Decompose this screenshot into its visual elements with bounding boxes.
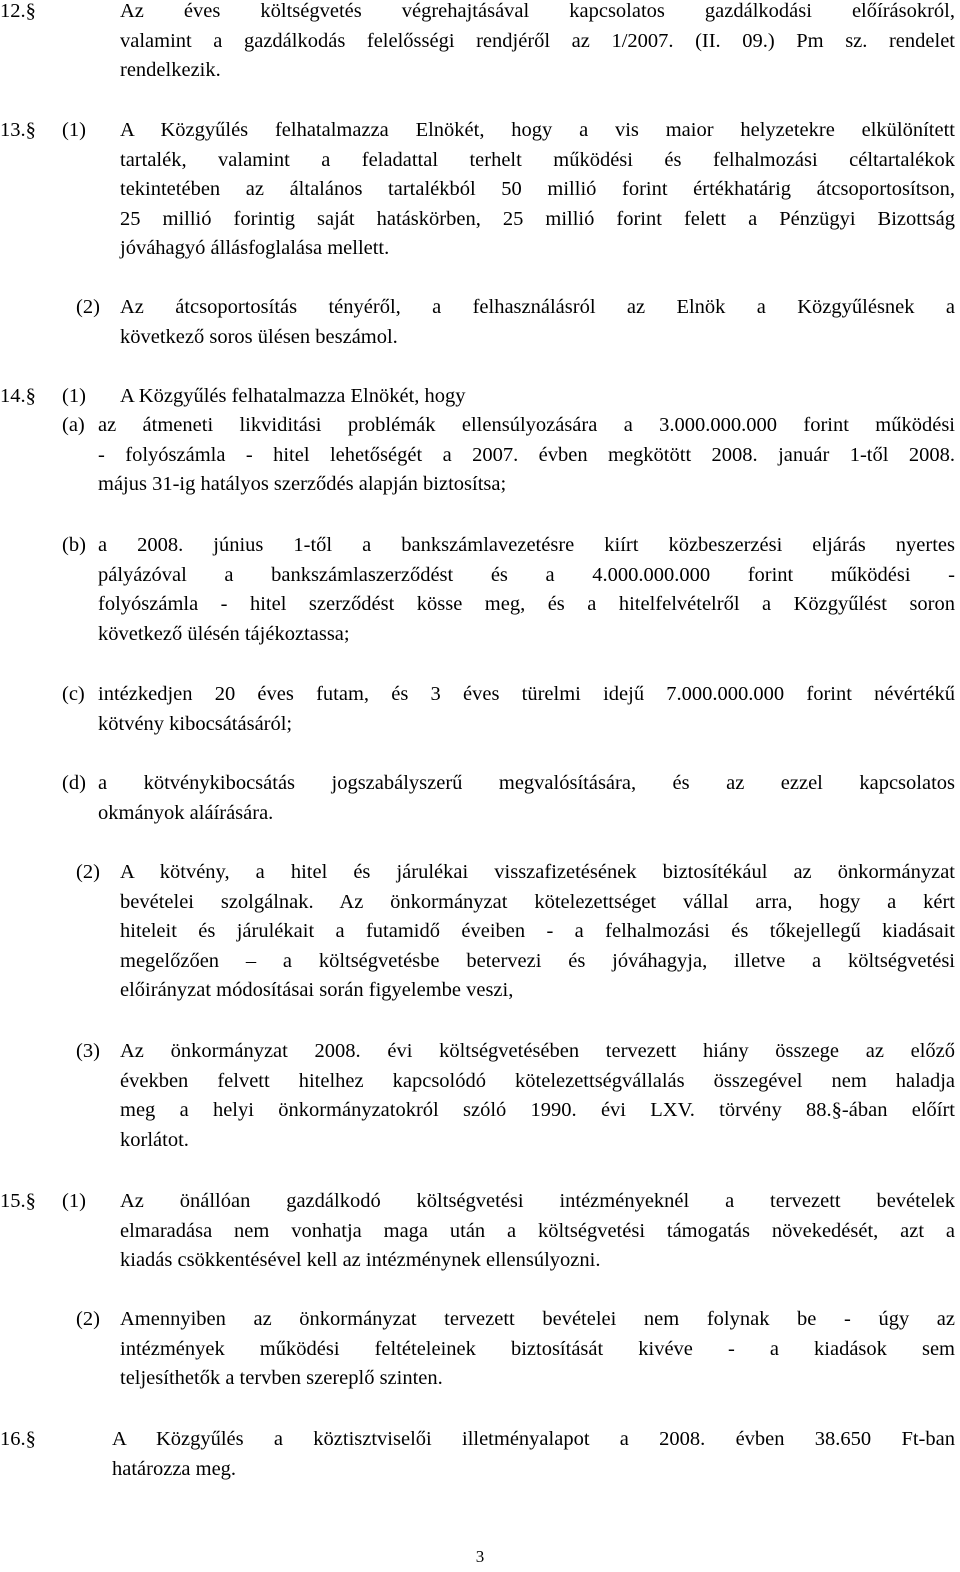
section-number-12: 12.§	[0, 0, 36, 22]
section-number-16: 16.§	[0, 1428, 36, 1450]
paragraph-label: (1)	[62, 119, 86, 141]
section-number-14: 14.§	[0, 385, 36, 407]
paragraph-label: (1)	[62, 1190, 86, 1212]
section-14-paragraph-2: A kötvény, a hitel és járulékai visszafizetésének biztosítékául az önkormányzat bevételei szolgálnak. Az önkormányzat kötelezettséget vállal arra, hogy a kért hiteleit és járulékait a futamidő éveiben - a felhalmozási és tőkejellegű kiadásait megelőzően – a költségvetésbe betervezi és jóváhagyja, illetve a költségvetési előirányzat módosításai során figyelembe veszi,	[120, 861, 955, 1001]
paragraph-label: (1)	[62, 385, 86, 407]
item-label: (d)	[62, 772, 86, 794]
paragraph-label: (2)	[76, 296, 100, 318]
item-label: (a)	[62, 414, 85, 436]
section-14-item-c: intézkedjen 20 éves futam, és 3 éves türelmi idejű 7.000.000.000 forint névértékű kötvény kibocsátásáról;	[98, 683, 955, 735]
section-number-13: 13.§	[0, 119, 36, 141]
section-14-item-d: a kötvénykibocsátás jogszabályszerű megvalósítására, és az ezzel kapcsolatos okmányok aláírására.	[98, 772, 955, 824]
section-number-15: 15.§	[0, 1190, 36, 1212]
paragraph-label: (2)	[76, 861, 100, 883]
section-13-paragraph-1: A Közgyűlés felhatalmazza Elnökét, hogy a vis maior helyzetekre elkülönített tartalék, valamint a feladattal terhelt működési és felhalmozási céltartalékok tekintetében az általános tartalékból 50 millió forint értékhatárig átcsoportosítson, 25 millió forintig saját hatáskörben, 25 millió forint felett a Pénzügyi Bizottság jóváhagyó állásfoglalása mellett.	[120, 119, 955, 259]
paragraph-label: (2)	[76, 1308, 100, 1330]
section-15-paragraph-1: Az önállóan gazdálkodó költségvetési intézményeknél a tervezett bevételek elmaradása nem vonhatja maga után a költségvetési támogatás növekedését, azt a kiadás csökkentésével kell az intézménynek ellensúlyozni.	[120, 1190, 955, 1271]
item-label: (c)	[62, 683, 85, 705]
section-14-item-a: az átmeneti likviditási problémák ellensúlyozására a 3.000.000.000 forint működési - folyószámla - hitel lehetőségét a 2007. évben megkötött 2008. január 1-től 2008. május 31-ig hatályos szerződés alapján biztosítsa;	[98, 414, 955, 495]
section-15-paragraph-2: Amennyiben az önkormányzat tervezett bevételei nem folynak be - úgy az intézmények működési feltételeinek biztosítását kivéve - a kiadások sem teljesíthetők a tervben szereplő szinten.	[120, 1308, 955, 1389]
item-label: (b)	[62, 534, 86, 556]
section-14-paragraph-1: A Közgyűlés felhatalmazza Elnökét, hogy	[120, 385, 466, 407]
section-13-paragraph-2: Az átcsoportosítás tényéről, a felhasználásról az Elnök a Közgyűlésnek a következő soros ülésen beszámol.	[120, 296, 955, 348]
section-16-text: A Közgyűlés a köztisztviselői illetményalapot a 2008. évben 38.650 Ft-ban határozza meg.	[112, 1428, 955, 1480]
paragraph-label: (3)	[76, 1040, 100, 1062]
section-12-text: Az éves költségvetés végrehajtásával kapcsolatos gazdálkodási előírásokról, valamint a gazdálkodás felelősségi rendjéről az 1/2007. (II. 09.) Pm sz. rendelet rendelkezik.	[120, 0, 955, 81]
section-14-item-b: a 2008. június 1-től a bankszámlavezetésre kiírt közbeszerzési eljárás nyertes pályázóval a bankszámlaszerződést és a 4.000.000.000 forint működési - folyószámla - hitel szerződést kösse meg, és a hitelfelvételről a Közgyűlést soron következő ülésén tájékoztassa;	[98, 534, 955, 645]
page-number: 3	[475, 1547, 485, 1566]
section-14-paragraph-3: Az önkormányzat 2008. évi költségvetésében tervezett hiány összege az előző években felvett hitelhez kapcsolódó kötelezettségvállalás összegével nem haladja meg a helyi önkormányzatokról szóló 1990. évi LXV. törvény 88.§-ában előírt korlátot.	[120, 1040, 955, 1151]
